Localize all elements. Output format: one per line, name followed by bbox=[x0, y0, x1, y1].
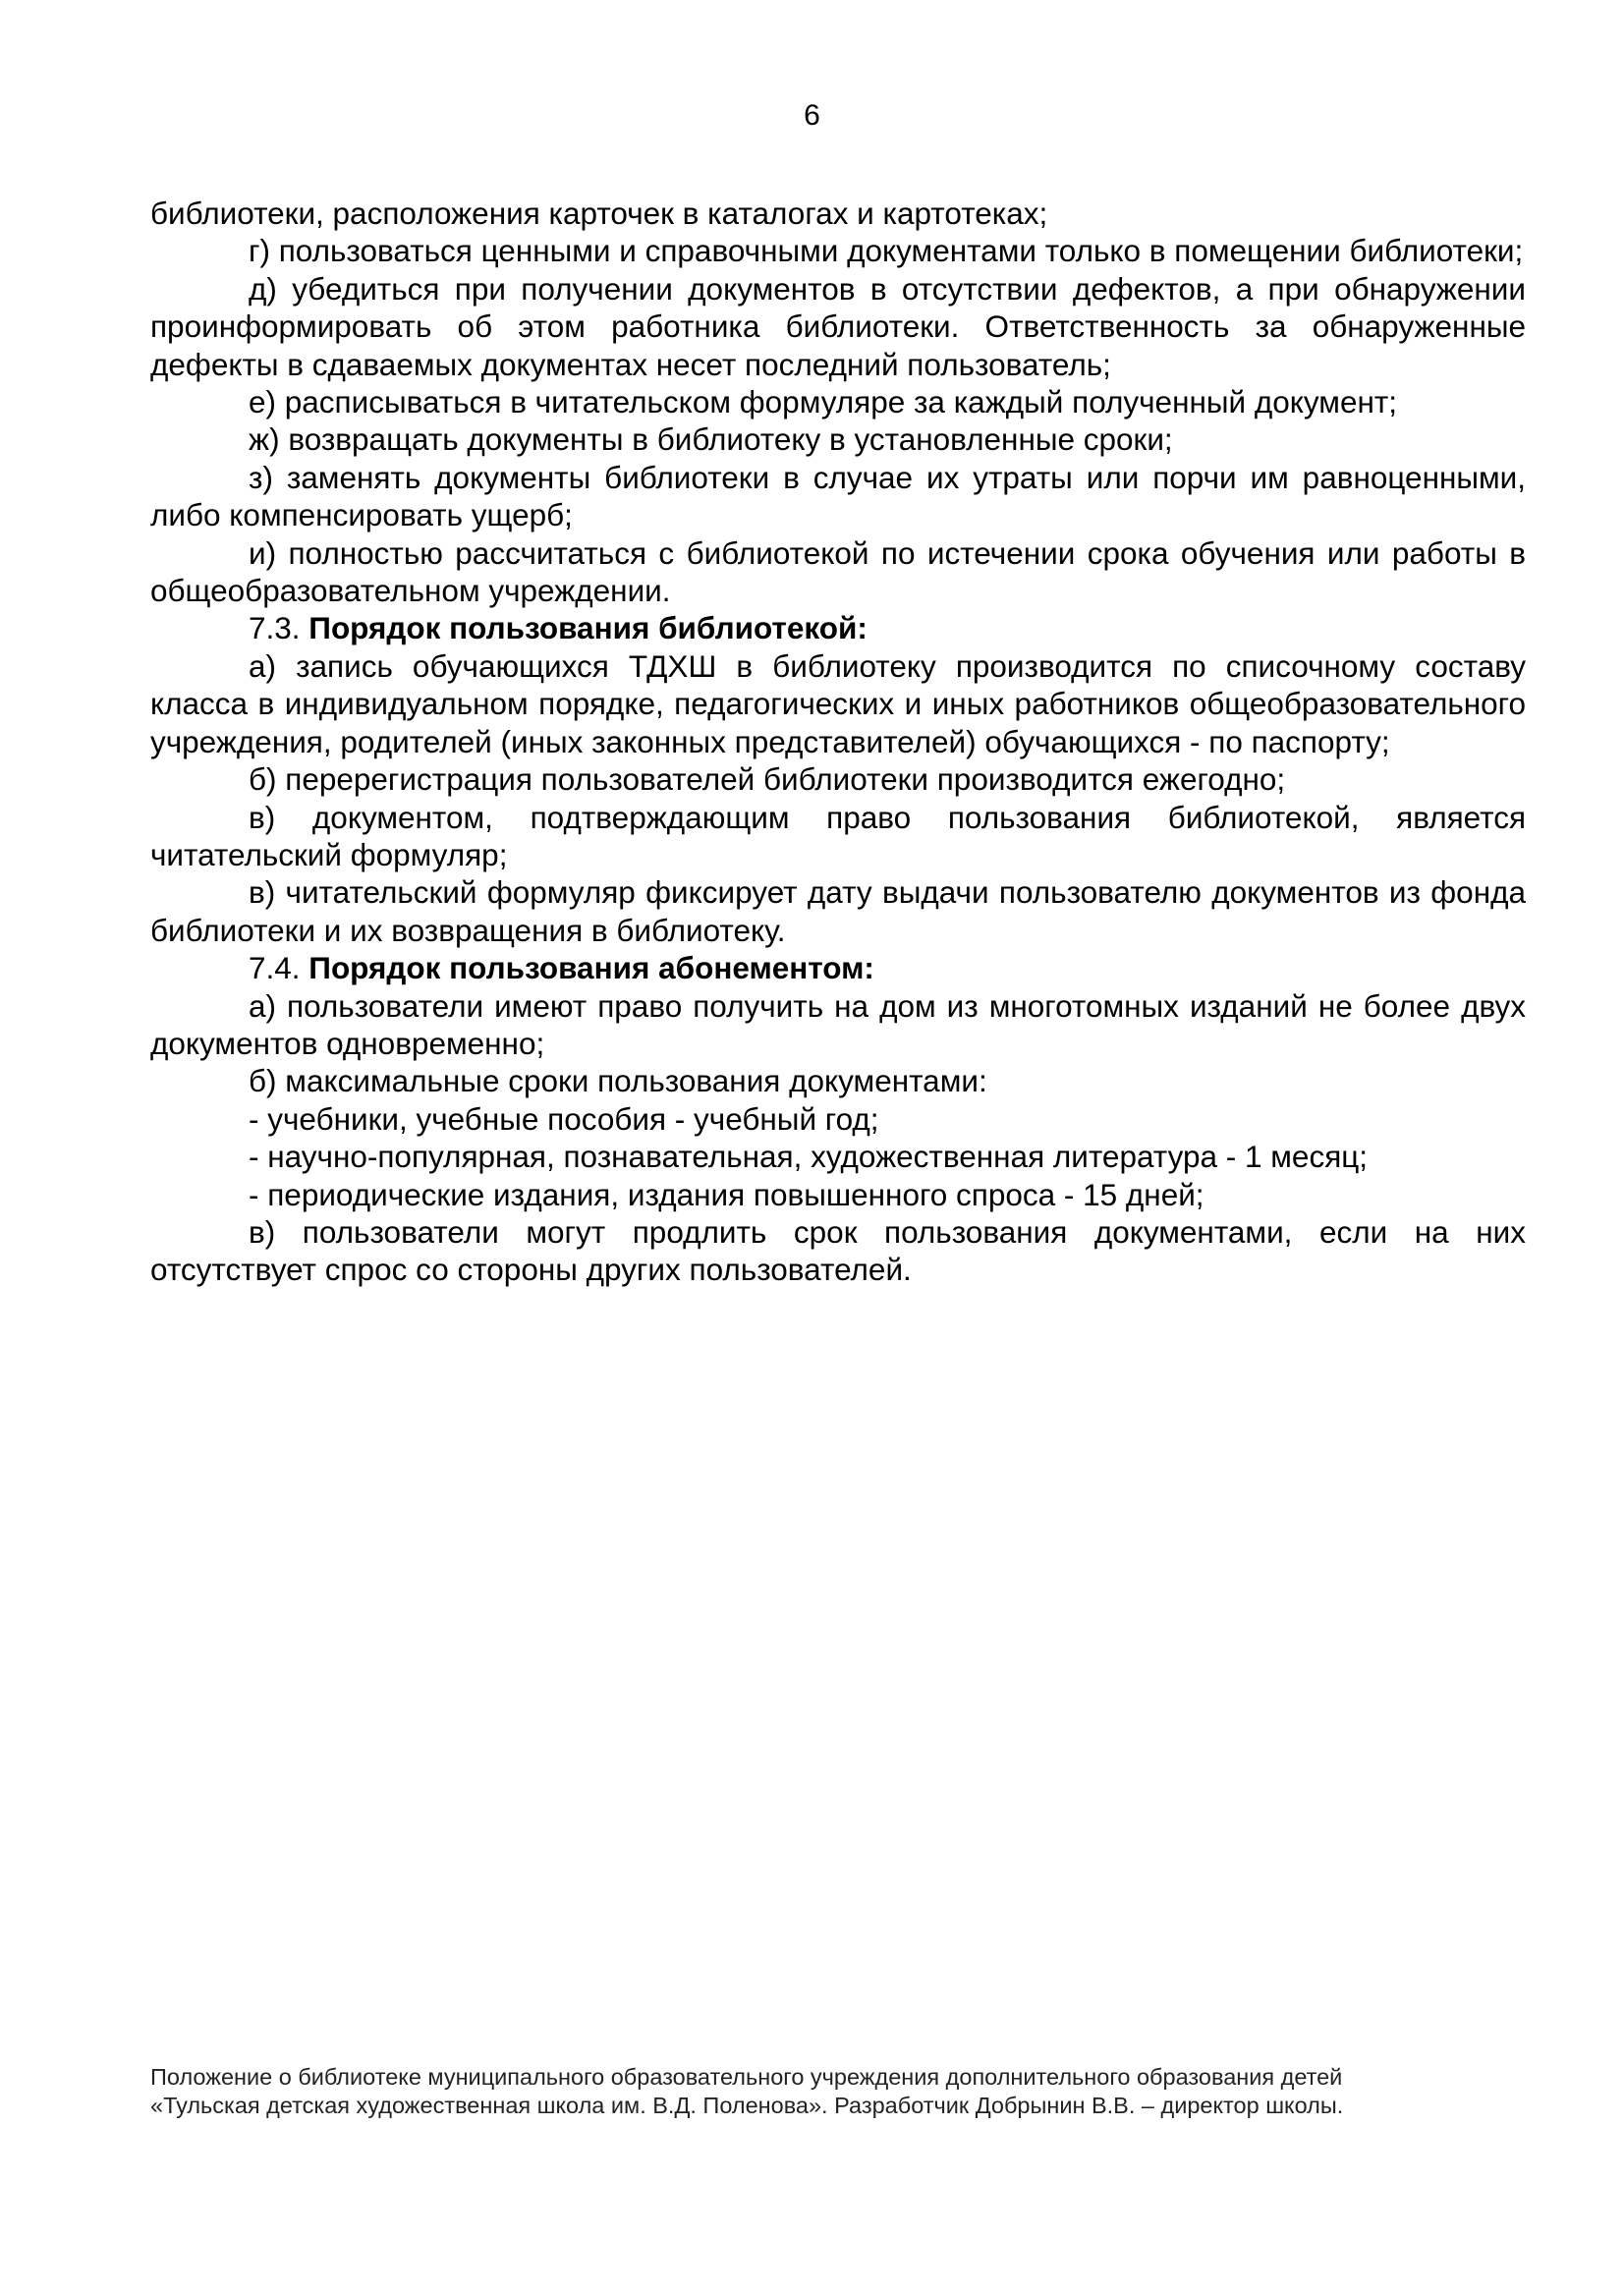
section-7-3-item-v1: в) документом, подтверждающим право пользования библиотекой, является читательский формуляр; bbox=[150, 799, 1526, 872]
section-heading-7-4 bbox=[150, 949, 1526, 986]
section-7-4-bullet-1: - учебники, учебные пособия - учебный год; bbox=[249, 1100, 879, 1137]
footer-line-2: «Тульская детская художественная школа им. В.Д. Поленова». Разработчик Добрынин В.В. – директор школы. bbox=[150, 2093, 1344, 2118]
section-7-4-item-b: б) максимальные сроки пользования документами: bbox=[249, 1063, 987, 1099]
section-number: 7.4. bbox=[249, 950, 309, 986]
section-7-3-item-a: а) запись обучающихся ТДХШ в библиотеку производится по списочному составу класса в индивидуальном порядке, педагогических и иных работников общеобразовательного учреждения, родителей (иных законных представителей) обучающихся - по паспорту; bbox=[150, 647, 1526, 759]
section-7-4-item-v: в) пользователи могут продлить срок пользования документами, если на них отсутствует спрос со стороны других пользователей. bbox=[150, 1213, 1526, 1288]
section-7-4-bullet-2: - научно-популярная, познавательная, художественная литература - 1 месяц; bbox=[249, 1139, 1369, 1175]
list-item-e: е) расписываться в читательском формуляре за каждый полученный документ; bbox=[249, 384, 1398, 420]
list-item-i: и) полностью рассчитаться с библиотекой по истечении срока обучения или работы в общеобразовательном учреждении. bbox=[150, 534, 1526, 609]
section-7-3-item-v2: в) читательский формуляр фиксирует дату выдачи пользователю документов из фонда библиотеки и их возвращения в библиотеку. bbox=[150, 874, 1526, 948]
page-number: 6 bbox=[804, 99, 820, 132]
section-title: Порядок пользования абонементом: bbox=[308, 950, 874, 986]
section-7-4-item-a: а) пользователи имеют право получить на дом из многотомных изданий не более двух документов одновременно; bbox=[150, 987, 1526, 1061]
footer-line-1: Положение о библиотеке муниципального образовательного учреждения дополнительного образования детей bbox=[150, 2064, 1343, 2090]
section-heading-7-3 bbox=[150, 609, 1526, 646]
section-number: 7.3. bbox=[249, 610, 309, 646]
document-body bbox=[150, 195, 1526, 1289]
list-item-g: г) пользоваться ценными и справочными документами только в помещении библиотеки; bbox=[249, 233, 1524, 269]
section-7-4-bullet-3: - периодические издания, издания повышенного спроса - 15 дней; bbox=[249, 1176, 1204, 1212]
list-item-z: з) заменять документы библиотеки в случае их утраты или порчи им равноценными, либо компенсировать ущерб; bbox=[150, 459, 1526, 533]
section-title: Порядок пользования библиотекой: bbox=[308, 610, 868, 646]
page-footer bbox=[150, 2063, 1526, 2120]
paragraph-continuation: библиотеки, расположения карточек в каталогах и картотеках; bbox=[150, 196, 1048, 231]
section-7-3-item-b: б) перерегистрация пользователей библиотеки производится ежегодно; bbox=[249, 761, 1286, 798]
list-item-d: д) убедиться при получении документов в отсутствии дефектов, а при обнаружении проинформировать об этом работника библиотеки. Ответственность за обнаруженные дефекты в сдаваемых документах несет последний пользователь; bbox=[150, 270, 1526, 382]
list-item-zh: ж) возвращать документы в библиотеку в установленные сроки; bbox=[249, 421, 1173, 458]
